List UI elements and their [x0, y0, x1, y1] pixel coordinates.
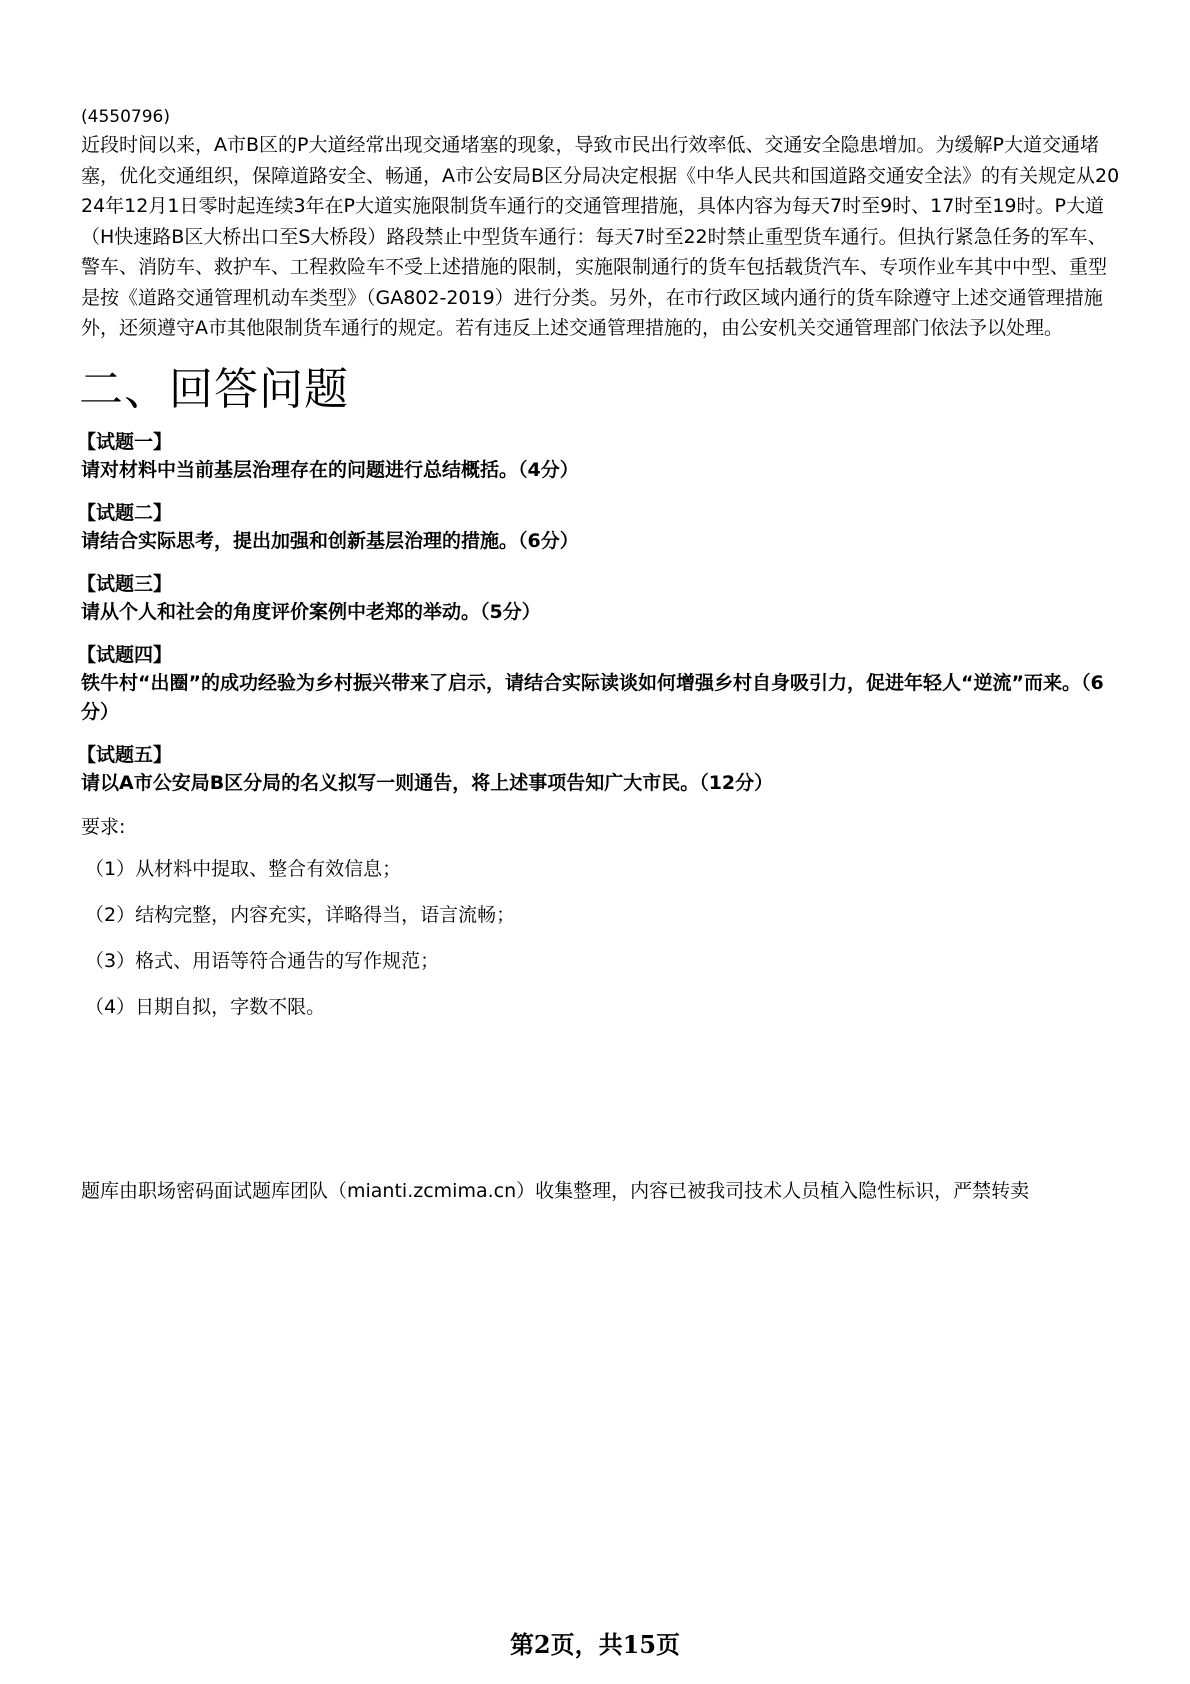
requirement-item: （2）结构完整，内容充实，详略得当，语言流畅；	[85, 903, 516, 926]
section-title: 二、回答问题	[79, 363, 349, 415]
question-text: 请从个人和社会的角度评价案例中老郑的举动。（5分）	[81, 600, 541, 623]
question-text: 铁牛村“出圈”的成功经验为乡村振兴带来了启示，请结合实际读谈如何增强乡村自身吸引力，促进年轻人“逆流”而来。（6分）	[81, 671, 1104, 723]
page-number: 第2页，共15页	[509, 1630, 681, 1659]
requirement-item: （3）格式、用语等符合通告的写作规范；	[85, 949, 440, 972]
question-4	[77, 641, 1121, 727]
page-content	[77, 104, 1121, 1038]
question-label: 【试题三】	[77, 572, 173, 595]
question-5	[77, 741, 1121, 798]
question-label: 【试题五】	[77, 743, 173, 766]
material-paragraph: 近段时间以来，A市B区的P大道经常出现交通堵塞的现象，导致市民出行效率低、交通安全隐患增加。为缓解P大道交通堵塞，优化交通组织，保障道路安全、畅通，A市公安局B区分局决定根据《中华人民共和国道路交通安全法》的有关规定从2024年12月1日零时起连续3年在P大道实施限制货车通行的交通管理措施，具体内容为每天7时至9时、17时至19时。P大道（H快速路B区大桥出口至S大桥段）路段禁止中型货车通行：每天7时至22时禁止重型货车通行。但执行紧急任务的军车、警车、消防车、救护车、工程救险车不受上述措施的限制，实施限制通行的货车包括载货汽车、专项作业车其中中型、重型是按《道路交通管理机动车类型》（GA802-2019）进行分类。另外，在市行政区域内通行的货车除遵守上述交通管理措施外，还须遵守A市其他限制货车通行的规定。若有违反上述交通管理措施的，由公安机关交通管理部门依法予以处理。	[81, 134, 1120, 339]
question-3	[77, 570, 1121, 627]
question-label: 【试题四】	[77, 643, 173, 666]
requirements-title: 要求:	[81, 815, 126, 838]
requirement-item: （4）日期自拟，字数不限。	[85, 995, 326, 1018]
question-text: 请对材料中当前基层治理存在的问题进行总结概括。（4分）	[81, 458, 579, 481]
question-text: 请以A市公安局B区分局的名义拟写一则通告，将上述事项告知广大市民。（12分）	[81, 771, 774, 794]
footer-note: 题库由职场密码面试题库团队（mianti.zcmima.cn）收集整理，内容已被我司技术人员植入隐性标识，严禁转卖	[81, 1180, 1030, 1202]
question-2	[77, 499, 1121, 556]
requirement-item: （1）从材料中提取、整合有效信息；	[85, 857, 402, 880]
question-label: 【试题一】	[77, 430, 173, 453]
question-text: 请结合实际思考，提出加强和创新基层治理的措施。（6分）	[81, 529, 579, 552]
document-id: (4550796)	[81, 107, 170, 127]
question-label: 【试题二】	[77, 501, 173, 524]
question-1	[77, 428, 1121, 485]
